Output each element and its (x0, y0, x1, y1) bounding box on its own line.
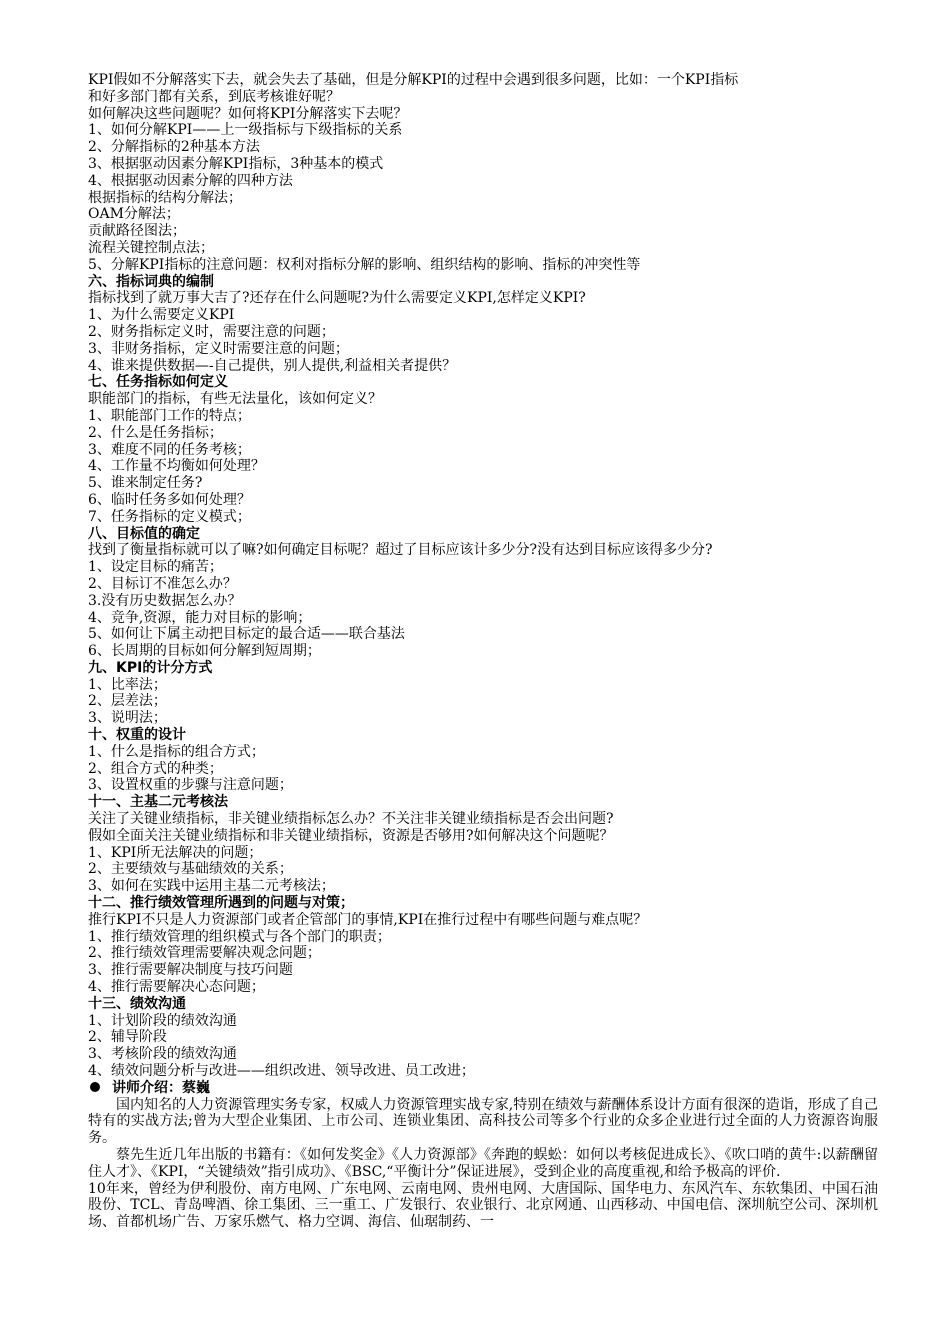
intro-line: 流程关键控制点法； (88, 239, 214, 256)
intro-line: 3、根据驱动因素分解KPI指标，3种基本的模式 (88, 155, 384, 172)
intro-line: 根据指标的结构分解法； (88, 189, 242, 206)
section-line: 2、目标订不准怎么办？ (88, 575, 237, 592)
section-line: 6、长周期的目标如何分解到短周期； (88, 643, 321, 660)
section-heading: 六、指标词典的编制 (88, 273, 214, 290)
section-line: 2、推行绩效管理需要解决观念问题； (88, 945, 321, 962)
intro-line: 如何解决这些问题呢？如何将KPI分解落实下去呢？ (88, 105, 408, 122)
section-line: 7、任务指标的定义模式； (88, 508, 251, 525)
section-task-indicators (88, 374, 878, 525)
intro-line: 1、如何分解KPI——上一级指标与下级指标的关系 (88, 122, 403, 139)
section-heading: 十、权重的设计 (88, 727, 186, 744)
section-line: 指标找到了就万事大吉了?还存在什么问题呢?为什么需要定义KPI,怎样定义KPI? (88, 290, 586, 307)
instructor-title: 讲师介绍：蔡巍 (112, 1079, 210, 1096)
section-line: 2、财务指标定义时，需要注意的问题； (88, 323, 335, 340)
section-line: 职能部门的指标，有些无法量化，该如何定义？ (88, 391, 382, 408)
section-line: 1、比率法； (88, 676, 167, 693)
section-kpi-scoring (88, 660, 878, 727)
intro-line: 4、根据驱动因素分解的四种方法 (88, 172, 293, 189)
section-line: 4、绩效问题分析与改进——组织改进、领导改进、员工改进； (88, 1063, 475, 1080)
intro-line: KPI假如不分解落实下去，就会失去了基础，但是分解KPI的过程中会遇到很多问题，比如：一个KPI指标 (88, 72, 739, 88)
section-line: 6、临时任务多如何处理？ (88, 491, 251, 508)
section-dual-assessment (88, 794, 878, 895)
section-line: 2、层差法； (88, 693, 167, 710)
section-line: 1、什么是指标的组合方式； (88, 743, 265, 760)
instructor-heading (88, 1080, 878, 1097)
section-line: 5、谁来制定任务? (88, 475, 203, 492)
instructor-paragraph: 蔡先生近几年出版的书籍有：《如何发奖金》《人力资源部》《奔跑的蜈蚣：如何以考核促进成长》、《吹口哨的黄牛:以薪酬留住人才》、《KPI，“关键绩效”指引成功》、《BSC,“平衡计分”保证进展》，受到企业的高度重视,和给予极高的评价. (88, 1147, 878, 1180)
section-line: 3.没有历史数据怎么办？ (88, 592, 242, 609)
instructor-bio (88, 1080, 878, 1231)
section-line: 3、设置权重的步骤与注意问题； (88, 777, 293, 794)
section-weight-design (88, 727, 878, 794)
section-line: 3、非财务指标，定义时需要注意的问题； (88, 340, 349, 357)
intro-line: 贡献路径图法； (88, 223, 186, 240)
section-line: 推行KPI不只是人力资源部门或者企管部门的事情,KPI在推行过程中有哪些问题与难点呢？ (88, 911, 648, 928)
section-line: 1、计划阶段的绩效沟通 (88, 1012, 237, 1029)
document-page (88, 72, 878, 1231)
section-line: 5、如何让下属主动把目标定的最合适——联合基法 (88, 626, 405, 643)
section-line: 1、KPI所无法解决的问题； (88, 844, 263, 861)
section-line: 3、推行需要解决制度与技巧问题 (88, 962, 293, 979)
section-indicator-dictionary (88, 274, 878, 375)
intro-line: 5、分解KPI指标的注意问题：权利对指标分解的影响、组织结构的影响、指标的冲突性等 (88, 256, 641, 273)
section-line: 4、工作量不均衡如何处理？ (88, 458, 265, 475)
bullet-icon (90, 1082, 100, 1092)
section-line: 3、难度不同的任务考核； (88, 441, 251, 458)
section-line: 1、设定目标的痛苦； (88, 559, 223, 576)
section-target-values (88, 526, 878, 660)
section-line: 4、谁来提供数据—-自己提供，别人提供,利益相关者提供？ (88, 357, 457, 374)
section-line: 2、组合方式的种类； (88, 760, 223, 777)
section-line: 关注了关键业绩指标，非关键业绩指标怎么办？不关注非关键业绩指标是否会出问题? (88, 811, 614, 828)
intro-line: 和好多部门都有关系，到底考核谁好呢？ (88, 88, 340, 105)
instructor-paragraph: 10年来，曾经为伊利股份、南方电网、广东电网、云南电网、贵州电网、大唐国际、国华电力、东风汽车、东软集团、中国石油股份、TCL、青岛啤酒、徐工集团、三一重工、广发银行、农业银行、北京网通、山西移动、中国电信、深圳航空公司、深圳机场、首都机场广告、万家乐燃气、格力空调、海信、仙琚制药、一 (88, 1180, 878, 1231)
instructor-paragraph: 国内知名的人力资源管理实务专家，权威人力资源管理实战专家,特别在绩效与薪酬体系设计方面有很深的造诣，形成了自己特有的实战方法;曾为大型企业集团、上市公司、连锁业集团、高科技公司等多个行业的众多企业进行过全面的人力资源咨询服务。 (88, 1096, 878, 1147)
section-line: 3、考核阶段的绩效沟通 (88, 1046, 237, 1063)
intro-line: 2、分解指标的2种基本方法 (88, 139, 260, 156)
section-line: 1、职能部门工作的特点； (88, 407, 251, 424)
intro-block (88, 72, 878, 274)
section-line: 4、竞争,资源，能力对目标的影响； (88, 609, 312, 626)
section-line: 1、为什么需要定义KPI (88, 307, 235, 324)
section-line: 找到了衡量指标就可以了嘛?如何确定目标呢？超过了目标应该计多少分?没有达到目标应该得多少分? (88, 542, 713, 559)
intro-line: OAM分解法； (88, 206, 180, 223)
section-heading: 十一、主基二元考核法 (88, 794, 228, 811)
section-line: 1、推行绩效管理的组织模式与各个部门的职责； (88, 928, 391, 945)
section-heading: 十三、绩效沟通 (88, 995, 186, 1012)
section-heading: 九、KPI的计分方式 (88, 659, 213, 676)
section-implementation-issues (88, 895, 878, 996)
section-line: 2、什么是任务指标； (88, 424, 223, 441)
section-line: 3、说明法； (88, 710, 167, 727)
section-line: 2、主要绩效与基础绩效的关系； (88, 861, 293, 878)
section-line: 4、推行需要解决心态问题； (88, 979, 265, 996)
section-heading: 八、目标值的确定 (88, 525, 200, 542)
section-heading: 十二、推行绩效管理所遇到的问题与对策； (88, 895, 354, 912)
section-line: 3、如何在实践中运用主基二元考核法； (88, 878, 335, 895)
section-line: 2、辅导阶段 (88, 1029, 167, 1046)
section-performance-communication (88, 996, 878, 1080)
section-line: 假如全面关注关键业绩指标和非关键业绩指标，资源是否够用?如何解决这个问题呢？ (88, 827, 614, 844)
section-heading: 七、任务指标如何定义 (88, 374, 228, 391)
